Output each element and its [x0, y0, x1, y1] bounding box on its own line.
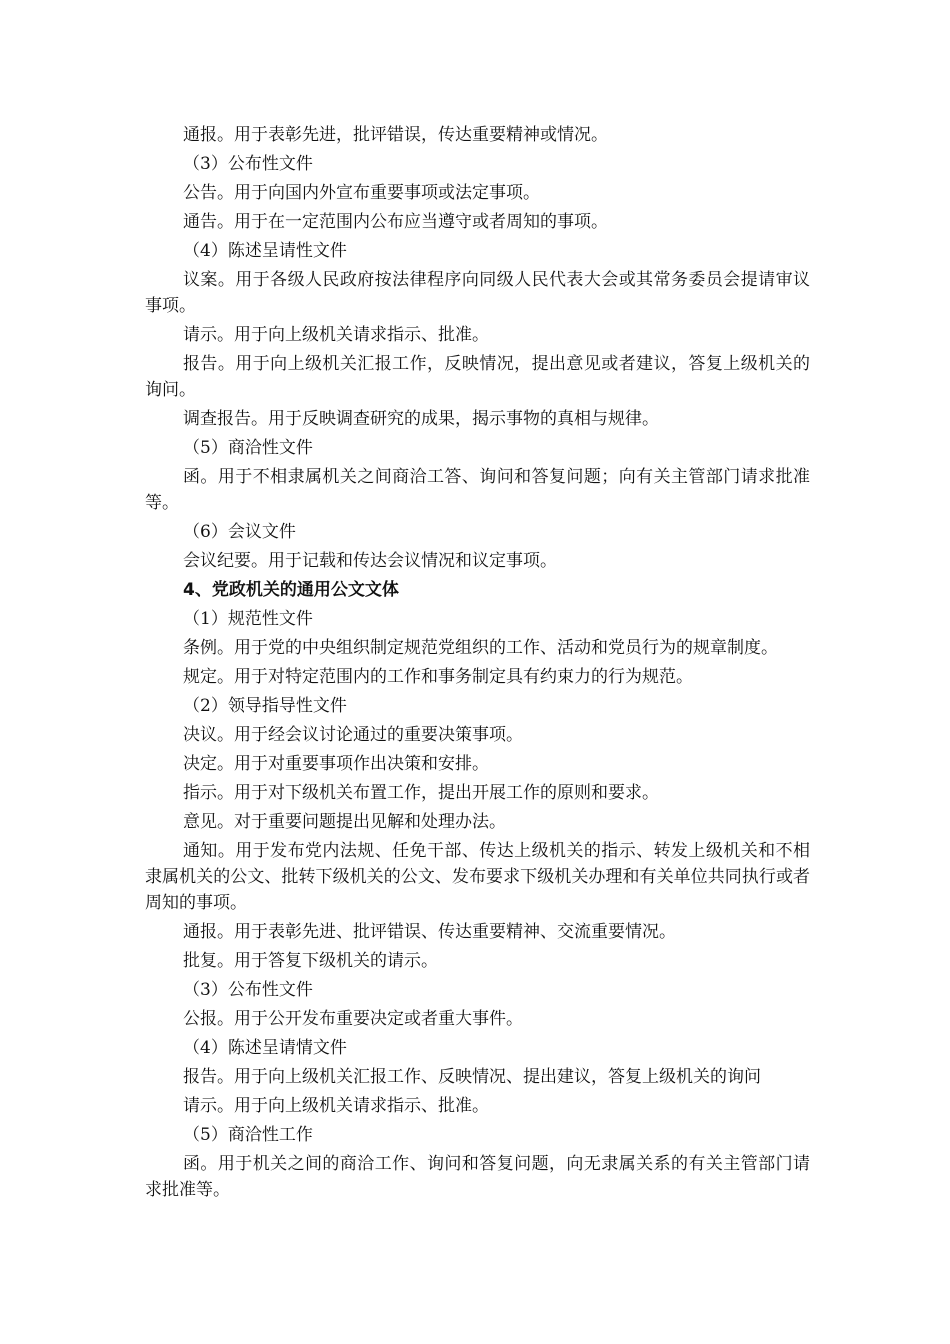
paragraph: （4）陈述呈请性文件	[183, 241, 347, 261]
paragraph: 批复。用于答复下级机关的请示。	[183, 951, 438, 971]
paragraph: （6）会议文件	[183, 522, 296, 542]
paragraph: 会议纪要。用于记载和传达会议情况和议定事项。	[183, 551, 557, 571]
paragraph: （5）商洽性文件	[183, 438, 313, 458]
paragraph: 报告。用于向上级机关汇报工作、反映情况、提出建议，答复上级机关的询问	[183, 1067, 761, 1087]
paragraph: 请示。用于向上级机关请求指示、批准。	[183, 1096, 489, 1116]
paragraph: 函。用于不相隶属机关之间商洽工答、询问和答复问题；向有关主管部门请求批准等。	[145, 467, 810, 513]
document-body	[145, 122, 810, 1206]
paragraph: 条例。用于党的中央组织制定规范党组织的工作、活动和党员行为的规章制度。	[183, 638, 778, 658]
paragraph: 报告。用于向上级机关汇报工作，反映情况，提出意见或者建议，答复上级机关的询问。	[145, 354, 810, 400]
paragraph: 决定。用于对重要事项作出决策和安排。	[183, 754, 489, 774]
paragraph: 意见。对于重要问题提出见解和处理办法。	[183, 812, 506, 832]
paragraph: 函。用于机关之间的商洽工作、询问和答复问题，向无隶属关系的有关主管部门请求批准等。	[145, 1154, 810, 1200]
paragraph: 调查报告。用于反映调查研究的成果，揭示事物的真相与规律。	[183, 409, 659, 429]
paragraph: 规定。用于对特定范围内的工作和事务制定具有约束力的行为规范。	[183, 667, 693, 687]
paragraph: （3）公布性文件	[183, 154, 313, 174]
paragraph: 议案。用于各级人民政府按法律程序向同级人民代表大会或其常务委员会提请审议事项。	[145, 270, 810, 316]
paragraph: 通告。用于在一定范围内公布应当遵守或者周知的事项。	[183, 212, 608, 232]
paragraph: 公告。用于向国内外宣布重要事项或法定事项。	[183, 183, 540, 203]
paragraph: 通知。用于发布党内法规、任免干部、传达上级机关的指示、转发上级机关和不相隶属机关的公文、批转下级机关的公文、发布要求下级机关办理和有关单位共同执行或者周知的事项。	[145, 841, 810, 913]
paragraph: （3）公布性文件	[183, 980, 313, 1000]
paragraph: 决议。用于经会议讨论通过的重要决策事项。	[183, 725, 523, 745]
paragraph: （1）规范性文件	[183, 609, 313, 629]
paragraph: （2）领导指导性文件	[183, 696, 347, 716]
paragraph: 指示。用于对下级机关布置工作，提出开展工作的原则和要求。	[183, 783, 659, 803]
section-heading: 4、党政机关的通用公文文体	[183, 580, 399, 600]
paragraph: （5）商洽性工作	[183, 1125, 313, 1145]
paragraph: 通报。用于表彰先进、批评错误、传达重要精神、交流重要情况。	[183, 922, 676, 942]
paragraph: 请示。用于向上级机关请求指示、批准。	[183, 325, 489, 345]
paragraph: 公报。用于公开发布重要决定或者重大事件。	[183, 1009, 523, 1029]
paragraph: （4）陈述呈请情文件	[183, 1038, 347, 1058]
paragraph: 通报。用于表彰先进，批评错误，传达重要精神或情况。	[183, 125, 608, 145]
